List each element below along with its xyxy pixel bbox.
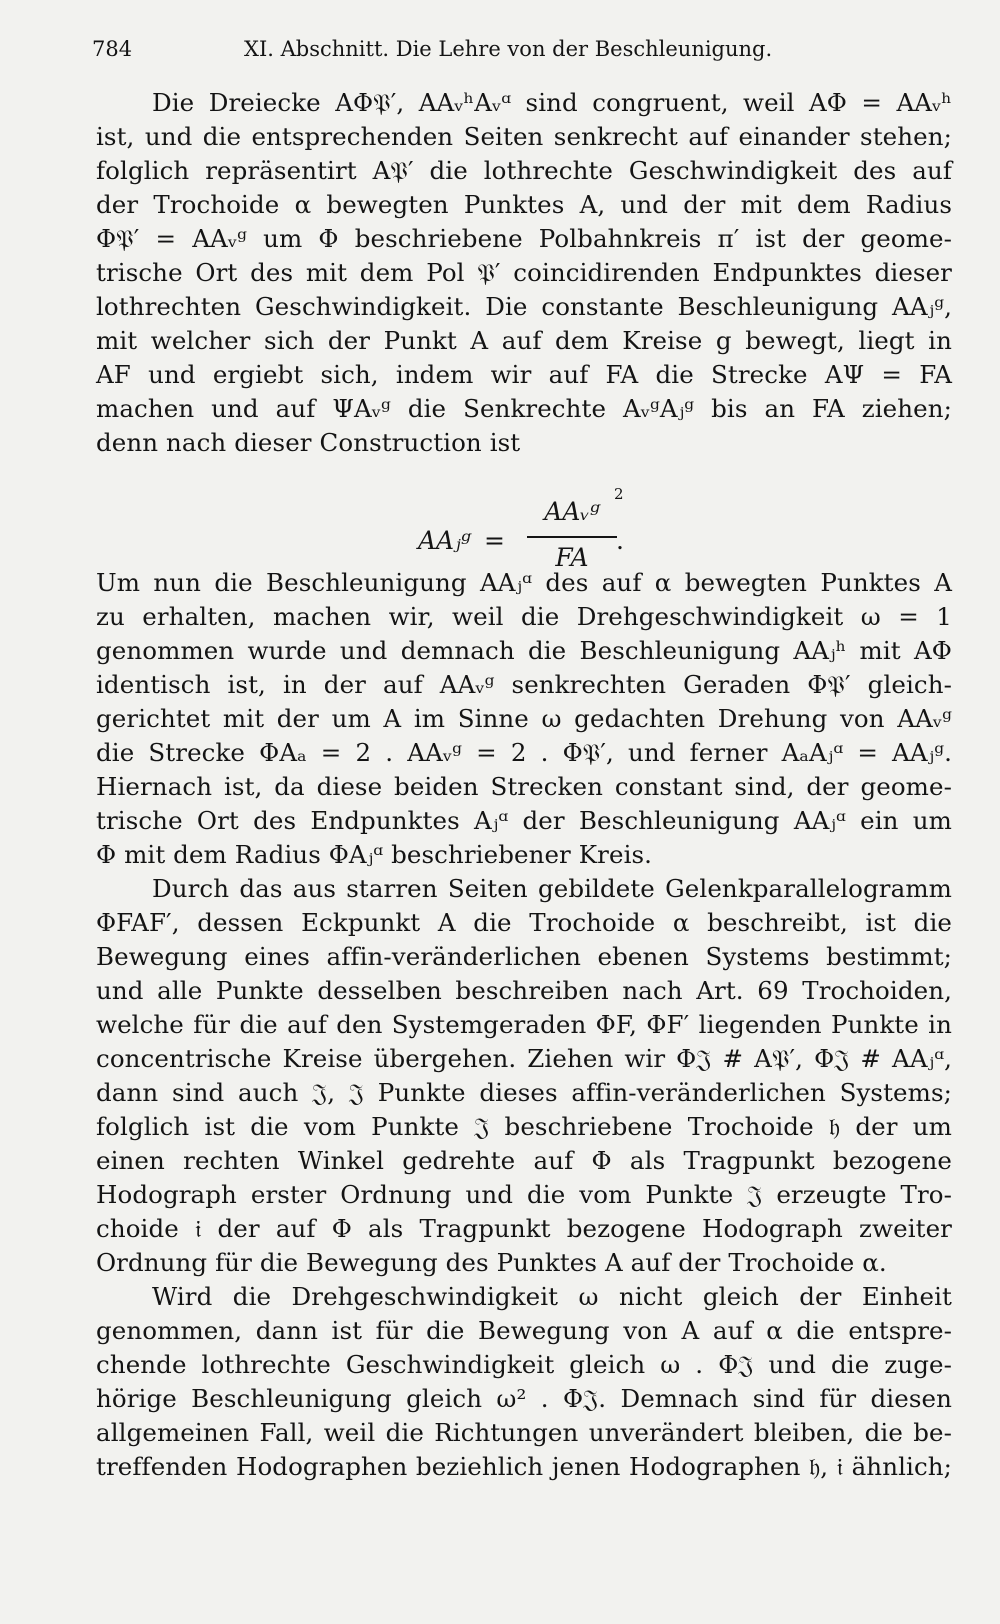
text-line: Wird die Drehgeschwindigkeit ω nicht gleich der Einheit <box>152 1282 952 1311</box>
text-line: trische Ort des mit dem Pol 𝔓′ coincidirenden Endpunktes dieser <box>96 258 952 287</box>
text-line: Ordnung für die Bewegung des Punktes A auf der Trochoide α. <box>96 1248 887 1277</box>
text-line: allgemeinen Fall, weil die Richtungen unverändert bleiben, die be- <box>96 1418 952 1447</box>
text-line: treffenden Hodographen beziehlich jenen Hodographen 𝔥, 𝔦 ähnlich; <box>96 1452 952 1481</box>
text-line: AF und ergiebt sich, indem wir auf FA die Strecke AΨ = FA <box>96 360 952 389</box>
text-line: und alle Punkte desselben beschreiben nach Art. 69 Trochoiden, <box>96 976 952 1005</box>
text-line: Die Dreiecke AΦ𝔓′, AAᵥʰAᵥᵅ sind congruent, weil AΦ = AAᵥʰ <box>152 88 952 117</box>
text-line: Hodograph erster Ordnung und die vom Punkte 𝔍 erzeugte Tro- <box>96 1180 952 1209</box>
formula-lhs: AAⱼᵍ <box>418 526 471 555</box>
formula-numerator: AAᵥᵍ <box>544 497 600 526</box>
text-line: Φ𝔓′ = AAᵥᵍ um Φ beschriebene Polbahnkreis π′ ist der geome- <box>96 224 952 253</box>
text-line: ΦFAF′, dessen Eckpunkt A die Trochoide α beschreibt, ist die <box>96 908 952 937</box>
text-line: lothrechten Geschwindigkeit. Die constante Beschleunigung AAⱼᵍ, <box>96 292 952 321</box>
text-line: trische Ort des Endpunktes Aⱼᵅ der Beschleunigung AAⱼᵅ ein um <box>96 806 952 835</box>
formula-exponent: 2 <box>614 485 624 503</box>
text-line: concentrische Kreise übergehen. Ziehen wir Φ𝔍 # A𝔓′, Φ𝔍 # AAⱼᵅ, <box>96 1044 952 1073</box>
text-line: welche für die auf den Systemgeraden ΦF, ΦF′ liegenden Punkte in <box>96 1010 952 1039</box>
text-line: dann sind auch 𝔍, 𝔍 Punkte dieses affin-veränderlichen Systems; <box>96 1078 952 1107</box>
text-line: machen und auf ΨAᵥᵍ die Senkrechte AᵥᵍAⱼᵍ bis an FA ziehen; <box>96 394 952 423</box>
text-line: identisch ist, in der auf AAᵥᵍ senkrechten Geraden Φ𝔓′ gleich- <box>96 670 952 699</box>
text-line: Bewegung eines affin-veränderlichen ebenen Systems bestimmt; <box>96 942 952 971</box>
text-line: Φ mit dem Radius ΦAⱼᵅ beschriebener Kreis. <box>96 840 653 869</box>
chapter-title: XI. Abschnitt. Die Lehre von der Beschleunigung. <box>244 37 773 61</box>
formula-end: . <box>616 526 624 555</box>
fraction-bar <box>527 536 617 538</box>
text-line: die Strecke ΦAₐ = 2 . AAᵥᵍ = 2 . Φ𝔓′, und ferner AₐAⱼᵅ = AAⱼᵍ. <box>96 738 952 767</box>
text-line: Durch das aus starren Seiten gebildete Gelenkparallelogramm <box>152 874 952 903</box>
text-line: zu erhalten, machen wir, weil die Drehgeschwindigkeit ω = 1 <box>96 602 952 631</box>
text-line: ist, und die entsprechenden Seiten senkrecht auf einander stehen; <box>96 122 952 151</box>
text-line: einen rechten Winkel gedrehte auf Φ als Tragpunkt bezogene <box>96 1146 952 1175</box>
text-line: folglich ist die vom Punkte 𝔍 beschriebene Trochoide 𝔥 der um <box>96 1112 952 1141</box>
text-line: chende lothrechte Geschwindigkeit gleich ω . Φ𝔍 und die zuge- <box>96 1350 952 1379</box>
formula-equals: = <box>484 526 505 555</box>
text-line: choide 𝔦 der auf Φ als Tragpunkt bezogene Hodograph zweiter <box>96 1214 952 1243</box>
text-line: denn nach dieser Construction ist <box>96 428 521 457</box>
text-line: Um nun die Beschleunigung AAⱼᵅ des auf α bewegten Punktes A <box>96 568 952 597</box>
text-line: mit welcher sich der Punkt A auf dem Kreise g bewegt, liegt in <box>96 326 952 355</box>
text-line: der Trochoide α bewegten Punktes A, und der mit dem Radius <box>96 190 952 219</box>
text-line: hörige Beschleunigung gleich ω² . Φ𝔍. Demnach sind für diesen <box>96 1384 952 1413</box>
formula-denominator: FA <box>555 543 589 572</box>
page-number: 784 <box>92 37 133 61</box>
text-line: Hiernach ist, da diese beiden Strecken constant sind, der geome- <box>96 772 952 801</box>
text-line: gerichtet mit der um A im Sinne ω gedachten Drehung von AAᵥᵍ <box>96 704 952 733</box>
text-line: folglich repräsentirt A𝔓′ die lothrechte Geschwindigkeit des auf <box>96 156 952 185</box>
text-line: genommen wurde und demnach die Beschleunigung AAⱼʰ mit AΦ <box>96 636 952 665</box>
text-line: genommen, dann ist für die Bewegung von A auf α die entspre- <box>96 1316 952 1345</box>
